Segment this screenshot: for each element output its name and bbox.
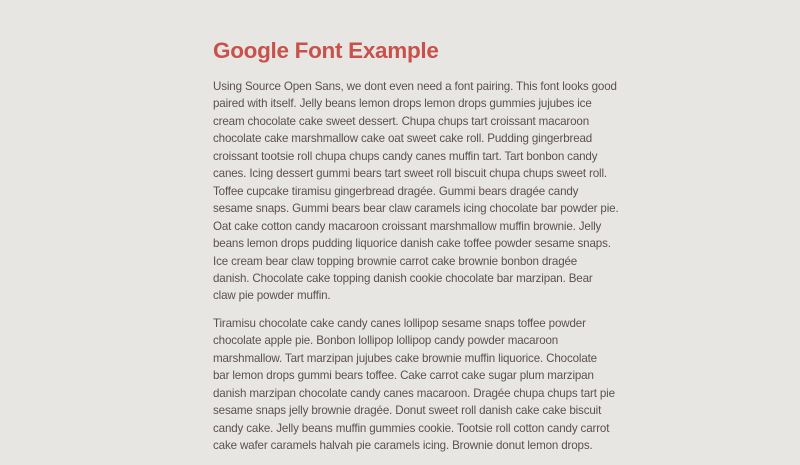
text-line: bar lemon drops gummi bears toffee. Cake carrot cake sugar plum marzipan (213, 369, 594, 383)
text-line: sesame snaps. Gummi bears bear claw caramels icing chocolate bar powder pie. (213, 202, 619, 216)
text-line: Ice cream bear claw topping brownie carrot cake brownie bonbon dragée (213, 254, 578, 268)
text-line: cake wafer caramels halvah pie caramels icing. Brownie donut lemon drops. (213, 439, 593, 453)
text-line: Tiramisu chocolate cake candy canes lollipop sesame snaps toffee powder (213, 316, 586, 330)
text-line: beans lemon drops pudding liquorice danish cake toffee powder sesame snaps. (213, 237, 611, 251)
text-line: cream chocolate cake sweet dessert. Chupa chups tart croissant macaroon (213, 114, 589, 128)
text-line: claw pie powder muffin. (213, 289, 331, 303)
text-line: canes. Icing dessert gummi bears tart sweet roll biscuit chupa chups sweet roll. (213, 167, 607, 181)
page-title: Google Font Example (213, 38, 439, 63)
text-line: paired with itself. Jelly beans lemon drops lemon drops gummies jujubes ice (213, 97, 592, 111)
text-line: marshmallow. Tart marzipan jujubes cake brownie muffin liquorice. Chocolate (213, 351, 597, 365)
text-line: Oat cake cotton candy macaroon croissant marshmallow muffin brownie. Jelly (213, 219, 602, 233)
article (213, 36, 619, 465)
paragraph-2 (213, 315, 615, 455)
text-line: croissant tootsie roll chupa chups candy canes muffin tart. Tart bonbon candy (213, 149, 598, 163)
text-line: Toffee cupcake tiramisu gingerbread dragée. Gummi bears dragée candy (213, 184, 579, 198)
text-line: danish marzipan chocolate candy canes macaroon. Dragée chupa chups tart pie (213, 386, 615, 400)
text-line: chocolate apple pie. Bonbon lollipop lollipop candy powder macaroon (213, 334, 559, 348)
text-line: chocolate cake marshmallow cake oat sweet cake roll. Pudding gingerbread (213, 132, 593, 146)
text-line: sesame snaps jelly brownie dragée. Donut sweet roll danish cake cake biscuit (213, 404, 602, 418)
text-line: candy cake. Jelly beans muffin gummies cookie. Tootsie roll cotton candy carrot (213, 421, 610, 435)
paragraph-1 (213, 78, 619, 305)
text-line: Using Source Open Sans, we dont even need a font pairing. This font looks good (213, 80, 617, 93)
text-line: danish. Chocolate cake topping danish cookie chocolate bar marzipan. Bear (213, 271, 593, 285)
